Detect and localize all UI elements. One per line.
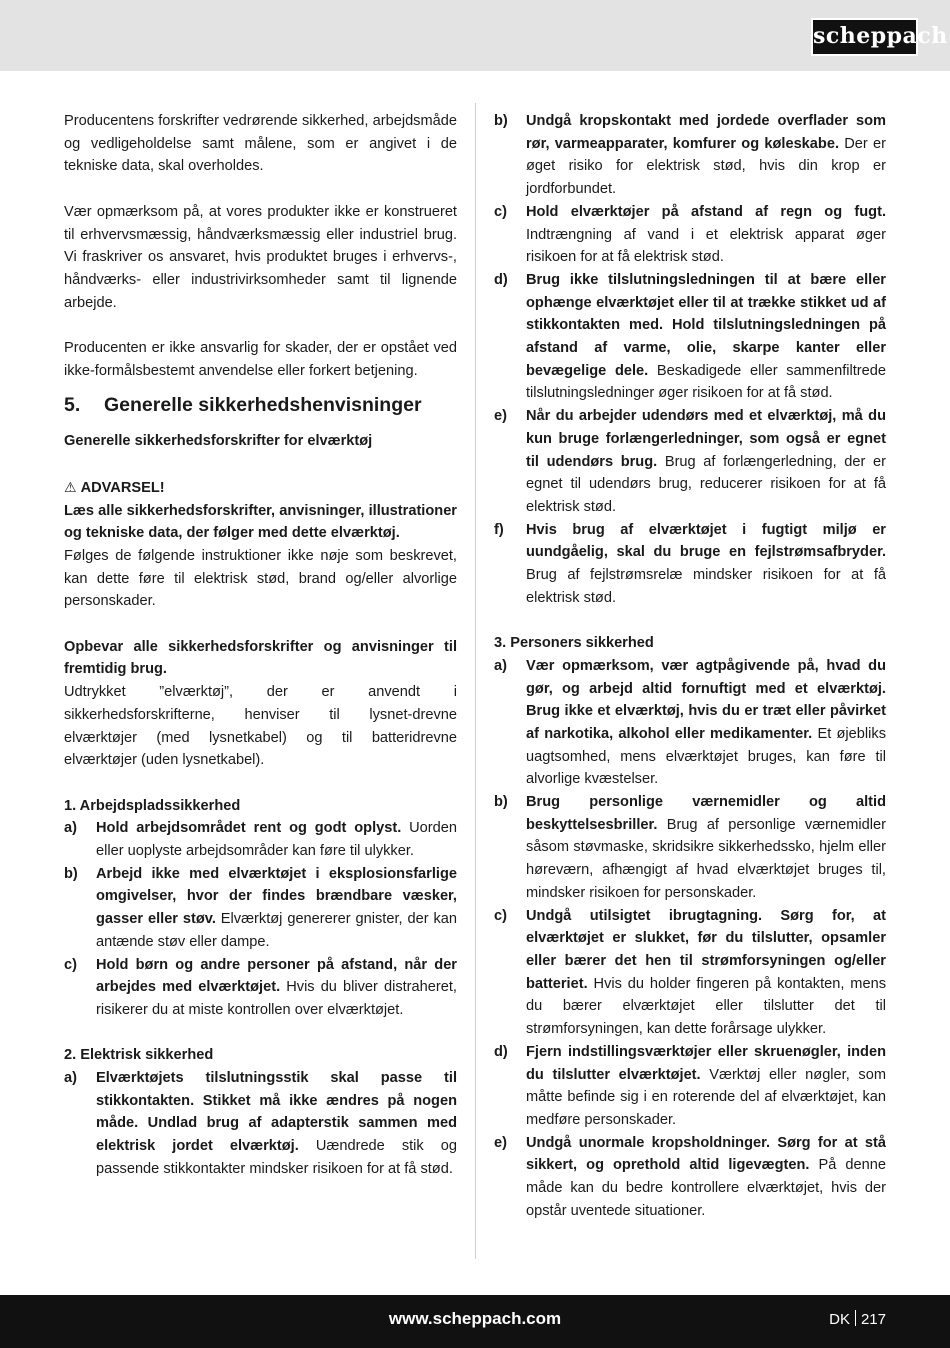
- list-item-bold: Arbejd ikke med elværktøjet i eksplosionsfarlige omgivelser, hvor der findes brændbare væsker, gasser eller støv.: [96, 865, 457, 928]
- list-item: [494, 269, 886, 405]
- header-bar: [0, 0, 950, 71]
- list-label: d): [494, 1043, 508, 1060]
- list-item: [494, 1132, 886, 1223]
- list-label: b): [494, 794, 508, 811]
- list-item: [494, 905, 886, 1041]
- list-item-text: Hvis du bliver distraheret, risikerer du at miste kontrollen over elværktøjet.: [96, 979, 457, 1018]
- list-label: a): [494, 657, 507, 674]
- electrical-safety-title: 2. Elektrisk sikkerhed: [64, 1047, 214, 1064]
- paragraph: Vær opmærksom på, at vores produkter ikke er konstrueret til erhvervsmæssig, håndværksmæssig eller industriel brug. Vi fraskriver os ansvaret, hvis produktet bruges i erhvervs-, håndværks- eller industrivirksomheder samt til lignende arbejde.: [64, 203, 457, 311]
- warning-heading: [64, 476, 457, 500]
- warning-icon: ⚠: [64, 478, 77, 495]
- section-title: Generelle sikkerhedshenvisninger: [104, 394, 422, 417]
- list-label: c): [64, 956, 77, 973]
- list-item-bold: Hold arbejdsområdet rent og godt oplyst.: [96, 820, 402, 837]
- list-item: [494, 655, 886, 791]
- list-item-bold: Brug ikke tilslutningsledningen til at bære eller ophænge elværktøjet eller til at trække stikket ud af stikkontakten med. Hold tilslutningsledningen på afstand af varme, olie, skarpe kanter eller bevægelige dele.: [526, 271, 886, 379]
- personal-safety-title: 3. Personers sikkerhed: [494, 635, 654, 652]
- list-item-text: Beskadigede eller sammenfiltrede tilslutningsledninger øger risikoen for at få stød.: [526, 362, 886, 402]
- footer-bar: [0, 1295, 950, 1348]
- list-item-text: Et øjebliks uagtsomhed, mens elværktøjet bruges, kan føre til alvorlige kvæstelser.: [526, 725, 886, 788]
- paragraph: Producentens forskrifter vedrørende sikkerhed, arbejdsmåde og vedligeholdelse samt målene, som er angivet i de tekniske data, skal overholdes.: [64, 113, 457, 175]
- list-label: a): [64, 820, 77, 837]
- list-label: b): [494, 113, 508, 129]
- keep-instructions-text: Udtrykket ”elværktøj”, der er anvendt i sikkerhedsforskrifterne, henviser til lysnet-drevne elværktøjer (med lysnetkabel) og til batteridrevne elværktøjer (uden lysnetkabel).: [64, 684, 457, 769]
- keep-instructions-heading: Opbevar alle sikkerhedsforskrifter og anvisninger til fremtidig brug.: [64, 638, 457, 678]
- paragraph: Producenten er ikke ansvarlig for skader, der er opstået ved ikke-formålsbestemt anvendelse eller forkert betjening.: [64, 340, 457, 379]
- list-item: [494, 791, 886, 905]
- list-label: a): [64, 1070, 77, 1087]
- brand-logo: scheppach: [811, 18, 918, 56]
- list-item-bold: Brug personlige værnemidler og altid beskyttelsesbriller.: [526, 794, 886, 833]
- warning-label: ADVARSEL!: [80, 479, 165, 496]
- list-item-bold: Elværktøjets tilslutningsstik skal passe til stikkontakten. Stikket må ikke ændres på nogen måde. Undlad brug af adapterstik sammen med elektrisk jordet elværktøj.: [96, 1070, 457, 1155]
- list-item-bold: Hold elværktøjer på afstand af regn og fugt.: [526, 203, 886, 220]
- list-item: [494, 405, 886, 519]
- list-item: [494, 110, 886, 201]
- list-item-text: Værktøj eller nøgler, som måtte befinde sig i en roterende del af elværktøjet, kan medføre personskader.: [526, 1066, 886, 1128]
- list-label: e): [494, 408, 507, 425]
- list-item-bold: Hold børn og andre personer på afstand, når der arbejdes med elværktøjet.: [96, 956, 457, 996]
- section-number: 5.: [64, 394, 81, 417]
- list-item: [494, 201, 886, 269]
- right-column: [494, 110, 886, 1222]
- list-item-bold: Vær opmærksom, vær agtpågivende på, hvad du gør, og arbejd altid fornuftigt med et elværktøj. Brug ikke et elværktøj, hvis du er træt eller påvirket af narkotika, alkohol eller medikamenter.: [526, 657, 886, 742]
- list-item: [64, 954, 457, 1022]
- list-label: e): [494, 1134, 507, 1151]
- list-label: c): [494, 203, 507, 220]
- warning-text: Følges de følgende instruktioner ikke nøje som beskrevet, kan dette føre til elektrisk stød, brand og/eller alvorlige personskader.: [64, 547, 457, 610]
- list-item: [64, 863, 457, 954]
- list-item-text: Indtrængning af vand i et elektrisk apparat øger risikoen for at få elektrisk stød.: [526, 226, 886, 266]
- page-indicator: [829, 1310, 886, 1328]
- workplace-safety-title: 1. Arbejdspladssikkerhed: [64, 797, 241, 814]
- list-item-bold: Undgå kropskontakt med jordede overflader som rør, varmeapparater, komfurer og køleskabe.: [526, 113, 886, 152]
- list-item: [494, 1041, 886, 1132]
- list-label: b): [64, 865, 78, 882]
- column-divider: [475, 103, 476, 1259]
- subheading: Generelle sikkerhedsforskrifter for elværktøj: [64, 433, 373, 450]
- list-item-bold: Når du arbejder udendørs med et elværktøj, må du kun bruge forlængerledninger, som også er egnet til udendørs brug.: [526, 408, 886, 470]
- list-item-text: Der er øget risiko for elektrisk stød, hvis din krop er jordforbundet.: [526, 135, 886, 198]
- list-item-bold: Hvis brug af elværktøjet i fugtigt miljø er uundgåelig, skal du bruge en fejlstrømsafbryder.: [526, 521, 886, 561]
- list-item-text: Elværktøj genererer gnister, der kan antænde støv eller dampe.: [96, 911, 458, 950]
- list-item-bold: Undgå utilsigtet ibrugtagning. Sørg for, at elværktøjet er slukket, før du tilslutter, opsamler eller bærer det hen til strømforsyningen og/eller batteriet.: [526, 907, 886, 992]
- list-item-text: Brug af forlængerledning, der er egnet til udendørs brug, reducerer risikoen for at få elektrisk stød.: [526, 453, 887, 515]
- website-link[interactable]: www.scheppach.com: [388, 1309, 562, 1328]
- left-column: [64, 110, 457, 1181]
- list-item-bold: Undgå unormale kropsholdninger. Sørg for at stå sikkert, og oprethold altid ligevægten.: [526, 1134, 886, 1174]
- list-item-text: På denne måde kan du bedre kontrollere elværktøjet, hvis der opstår uventede situationer.: [526, 1157, 886, 1219]
- section-heading: [64, 392, 457, 418]
- list-item-text: Hvis du holder fingeren på kontakten, mens du bærer elværktøjet eller tilslutter det til strømforsyningen, kan dette forårsage ulykker.: [526, 975, 886, 1038]
- warning-bold-text: Læs alle sikkerhedsforskrifter, anvisninger, illustrationer og tekniske data, der følger med dette elværktøj.: [64, 502, 457, 542]
- list-item: [64, 817, 457, 862]
- list-item-text: Brug af personlige værnemidler såsom støvmaske, skridsikre sikkerhedssko, hjelm eller høreværn, afhængigt af hvad elværktøjet bruges til, mindsker risikoen for personskader.: [526, 816, 886, 901]
- list-item-bold: Fjern indstillingsværktøjer eller skruenøgler, inden du tilslutter elværktøjet.: [526, 1043, 886, 1083]
- page-number: 217: [860, 1311, 886, 1328]
- list-label: d): [494, 271, 508, 288]
- list-item-text: Uændrede stik og passende stikkontakter mindsker risikoen for at få stød.: [96, 1138, 457, 1177]
- list-label: f): [494, 521, 504, 538]
- list-label: c): [494, 907, 507, 924]
- list-item: [64, 1067, 457, 1181]
- list-item-text: Uorden eller uoplyste arbejdsområder kan føre til ulykker.: [96, 820, 458, 860]
- list-item: [494, 519, 886, 610]
- language-code: DK: [829, 1311, 850, 1328]
- list-item-text: Brug af fejlstrømsrelæ mindsker risikoen for at få elektrisk stød.: [526, 567, 886, 606]
